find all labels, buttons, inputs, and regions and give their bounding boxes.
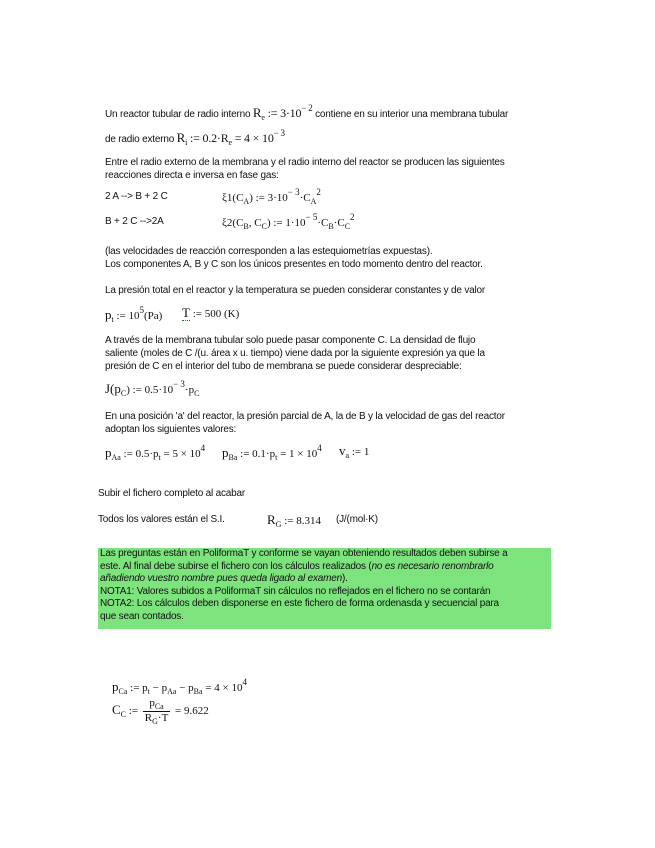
reaction-2-label: B + 2 C -->2A <box>105 216 164 227</box>
re-formula: $R_e$ := $3\cdot 10^{- 2}$ <box>252 103 313 122</box>
paa-formula: $p_{Aa}$ := $0.5\cdot p_t = 5 \times 10^4$ <box>105 443 206 462</box>
va-formula: $v_a$ := 1 <box>339 443 370 460</box>
notice-line-2: este. Al final debe subirse el fichero con los cálculos realizados (no es necesario renombrarlo <box>100 560 494 572</box>
notice-box <box>98 548 551 629</box>
position-line-2: adoptan los siguientes valores: <box>105 424 237 435</box>
membrane-line-2: saliente (moles de C /(u. área x u. tiempo) viene dada por la siguiente expresión ya que la <box>105 348 485 359</box>
notes-line-1: (las velocidades de reacción corresponden a las estequiometrías expuestas). <box>105 246 433 257</box>
intro-line-1: Un reactor tubular de radio interno $R_e$ := $3\cdot 10^{- 2}$ contiene en su interior una membrana tubular <box>105 103 509 122</box>
submit-note: Subir el fichero completo al acabar <box>98 488 245 499</box>
cc-fraction: $\frac{p_{Ca}}{R_G\cdot T}$ <box>144 697 169 726</box>
intro-line-2: de radio externo $R_i$ := $0.2\cdot R_e = 4 \times 10^{- 3}$ <box>105 128 285 147</box>
pba-formula: $p_{Ba}$ := $0.1\cdot p_t = 1 \times 10^4$ <box>222 443 322 462</box>
notes-line-2: Los componentes A, B y C son los únicos presentes en todo momento dentro del reactor. <box>105 259 483 270</box>
membrane-line-1: A través de la membrana tubular solo puede pasar componente C. La densidad de flujo <box>105 335 476 346</box>
notice-line-1: Las preguntas están en PoliformaT y conforme se vayan obteniendo resultados deben subirse a <box>100 548 508 559</box>
notice-line-5: NOTA2: Los cálculos deben disponerse en este fichero de forma ordenasda y secuencial para <box>100 598 499 609</box>
reaction-2-rate: $\xi 2(C_B$, $C_C$) := $1\cdot 10^{- 5}\cdot C_B\cdot C_C^2$ <box>222 212 355 231</box>
reactions-line-1: Entre el radio externo de la membrana y el radio interno del reactor se producen las siguientes <box>105 157 505 168</box>
position-line-1: En una posición 'a' del reactor, la presión parcial de A, la de B y la velocidad de gas del reactor <box>105 411 505 422</box>
membrane-line-3: presión de C en el interior del tubo de membrana se puede considerar despreciable: <box>105 361 462 372</box>
t-formula: T := 500 (K) <box>182 305 240 320</box>
notice-line-6: que sean contados. <box>100 610 184 622</box>
notice-line-4: NOTA1: Valores subidos a PoliformaT sin cálculos no reflejados en el fichero no se contarán <box>100 585 491 597</box>
pca-formula: $p_{Ca}$ := $p_t - p_{Aa} - p_{Ba} = 4 \times 10^4$ <box>112 677 247 696</box>
ri-formula: $R_i$ := $0.2\cdot R_e = 4 \times 10^{- 3}$ <box>176 128 285 147</box>
conditions-line-1: La presión total en el reactor y la temperatura se pueden considerar constantes y de valor <box>105 285 486 296</box>
reaction-1-rate: $\xi 1(C_A)$ := $3\cdot 10^{- 3}\cdot C_A^2$ <box>222 187 321 206</box>
si-note: Todos los valores están el S.I. <box>98 514 225 525</box>
rg-formula: $R_G$ := 8.314 <box>267 512 321 529</box>
reaction-1-label: 2 A --> B + 2 C <box>105 191 168 202</box>
j-formula: $J(p_C)$ := $0.5\cdot 10^{- 3}\cdot p_C$ <box>105 379 200 398</box>
reactions-line-2: reacciones directa e inversa en fase gas: <box>105 170 279 181</box>
pt-formula: $p_t$ := $10^5(Pa)$ <box>105 305 163 324</box>
cc-formula: $C_C$ := $\frac{p_{Ca}}{R_G\cdot T}$ = 9.622 <box>112 697 209 726</box>
notice-line-3: añadiendo vuestro nombre pues queda ligado al examen). <box>100 573 348 584</box>
rg-unit: (J/(mol·K) <box>336 514 378 525</box>
